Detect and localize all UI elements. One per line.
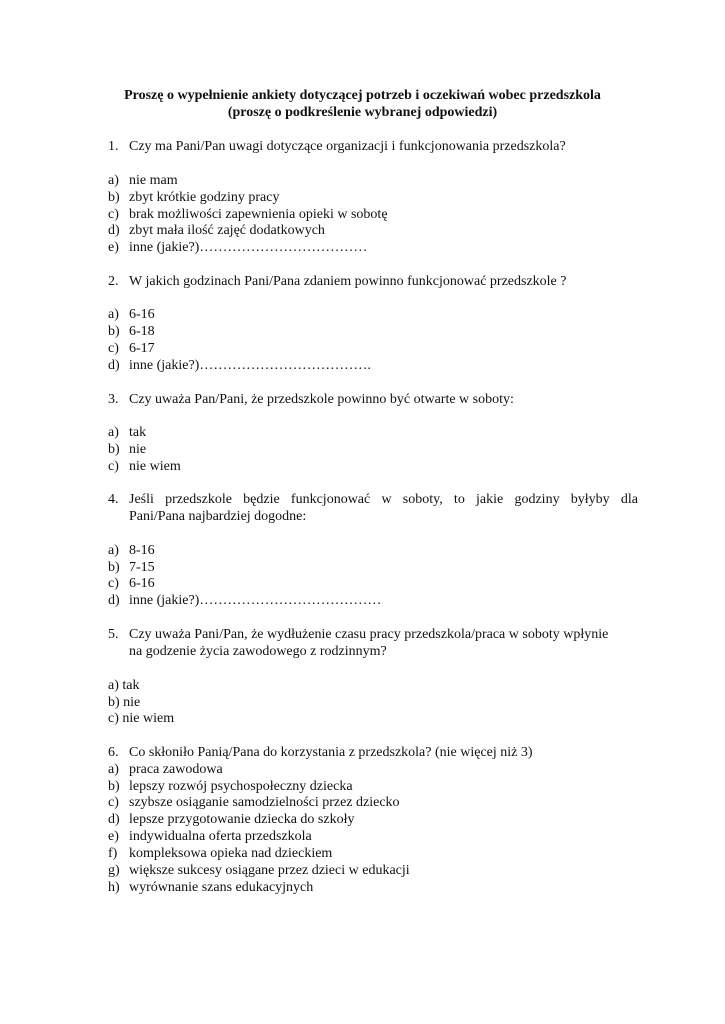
- option-text: brak możliwości zapewnienia opieki w sobotę: [129, 207, 388, 222]
- option-text: tak: [129, 425, 147, 440]
- option-text: 6-17: [129, 341, 155, 356]
- question-number: 5.: [108, 627, 119, 642]
- option-label: d): [108, 358, 120, 373]
- option-text: indywidualna oferta przedszkola: [129, 829, 312, 844]
- option-label: f): [108, 846, 118, 861]
- option-text: 6-16: [129, 576, 155, 591]
- question-text: Czy uważa Pan/Pani, że przedszkole powinno być otwarte w soboty:: [129, 392, 514, 407]
- option-text: wyrównanie szans edukacyjnych: [129, 880, 314, 895]
- option-label: a): [108, 425, 119, 440]
- question-text-line1: Jeśli przedszkole będzie funkcjonować w soboty, to jakie godziny byłyby dla: [129, 492, 638, 507]
- option-label: a): [108, 543, 119, 558]
- option-label: a): [108, 762, 119, 777]
- survey-instruction: (proszę o podkreślenie wybranej odpowiedzi): [227, 105, 498, 120]
- question-4-continued: Pani/Pana najbardziej dogodne:: [129, 509, 307, 524]
- option-label: a): [108, 173, 119, 188]
- option-label: b): [108, 442, 120, 457]
- question-text: Czy ma Pani/Pan uwagi dotyczące organizacji i funkcjonowania przedszkola?: [129, 139, 566, 154]
- option-label: b): [108, 324, 120, 339]
- option-label: h): [108, 880, 120, 895]
- option-text: kompleksowa opieka nad dzieckiem: [129, 846, 333, 861]
- option-label: d): [108, 223, 120, 238]
- option-text: lepsze przygotowanie dziecka do szkoły: [129, 812, 355, 827]
- option-label: e): [108, 829, 119, 844]
- option-text: inne (jakie?)………………………………: [129, 240, 368, 255]
- option-label: b): [108, 560, 120, 575]
- question-number: 1.: [108, 139, 119, 154]
- question-number: 3.: [108, 392, 119, 407]
- option-text: większe sukcesy osiągane przez dzieci w edukacji: [129, 863, 410, 878]
- option-label: b): [108, 779, 120, 794]
- option-label: d): [108, 812, 120, 827]
- option-label: c): [108, 795, 119, 810]
- option-label: c): [108, 459, 119, 474]
- option-text: lepszy rozwój psychospołeczny dziecka: [129, 779, 353, 794]
- option-text: 6-18: [129, 324, 155, 339]
- option-text: inne (jakie?)…………………………………: [129, 593, 382, 608]
- question-5-continued: na godzenie życia zawodowego z rodzinnym?: [129, 644, 387, 659]
- q5-option-b[interactable]: b) nie: [108, 695, 141, 710]
- survey-title: Proszę o wypełnienie ankiety dotyczącej potrzeb i oczekiwań wobec przedszkola: [124, 88, 601, 103]
- option-text: nie: [129, 442, 147, 457]
- question-number: 4.: [108, 492, 119, 507]
- question-text: Co skłoniło Panią/Pana do korzystania z przedszkola? (nie więcej niż 3): [129, 745, 533, 760]
- option-text: szybsze osiąganie samodzielności przez dziecko: [129, 795, 400, 810]
- option-text: nie wiem: [129, 459, 181, 474]
- option-label: c): [108, 341, 119, 356]
- q5-option-a[interactable]: a) tak: [108, 678, 140, 693]
- option-text: inne (jakie?)……………………………….: [129, 358, 371, 373]
- option-text: praca zawodowa: [129, 762, 223, 777]
- option-text: nie mam: [129, 173, 178, 188]
- question-text: W jakich godzinach Pani/Pana zdaniem powinno funkcjonować przedszkole ?: [129, 274, 567, 289]
- option-text: 8-16: [129, 543, 155, 558]
- option-label: e): [108, 240, 119, 255]
- option-text: zbyt mała ilość zajęć dodatkowych: [129, 223, 325, 238]
- option-label: b): [108, 190, 120, 205]
- question-text-line1: Czy uważa Pani/Pan, że wydłużenie czasu pracy przedszkola/praca w soboty wpłynie: [129, 627, 609, 642]
- option-text: 6-16: [129, 307, 155, 322]
- option-label: c): [108, 576, 119, 591]
- option-label: c): [108, 207, 119, 222]
- question-number: 6.: [108, 745, 119, 760]
- question-number: 2.: [108, 274, 119, 289]
- q5-option-c[interactable]: c) nie wiem: [108, 711, 175, 726]
- option-label: g): [108, 863, 120, 878]
- option-text: 7-15: [129, 560, 155, 575]
- option-label: d): [108, 593, 120, 608]
- option-label: a): [108, 307, 119, 322]
- option-text: zbyt krótkie godziny pracy: [129, 190, 280, 205]
